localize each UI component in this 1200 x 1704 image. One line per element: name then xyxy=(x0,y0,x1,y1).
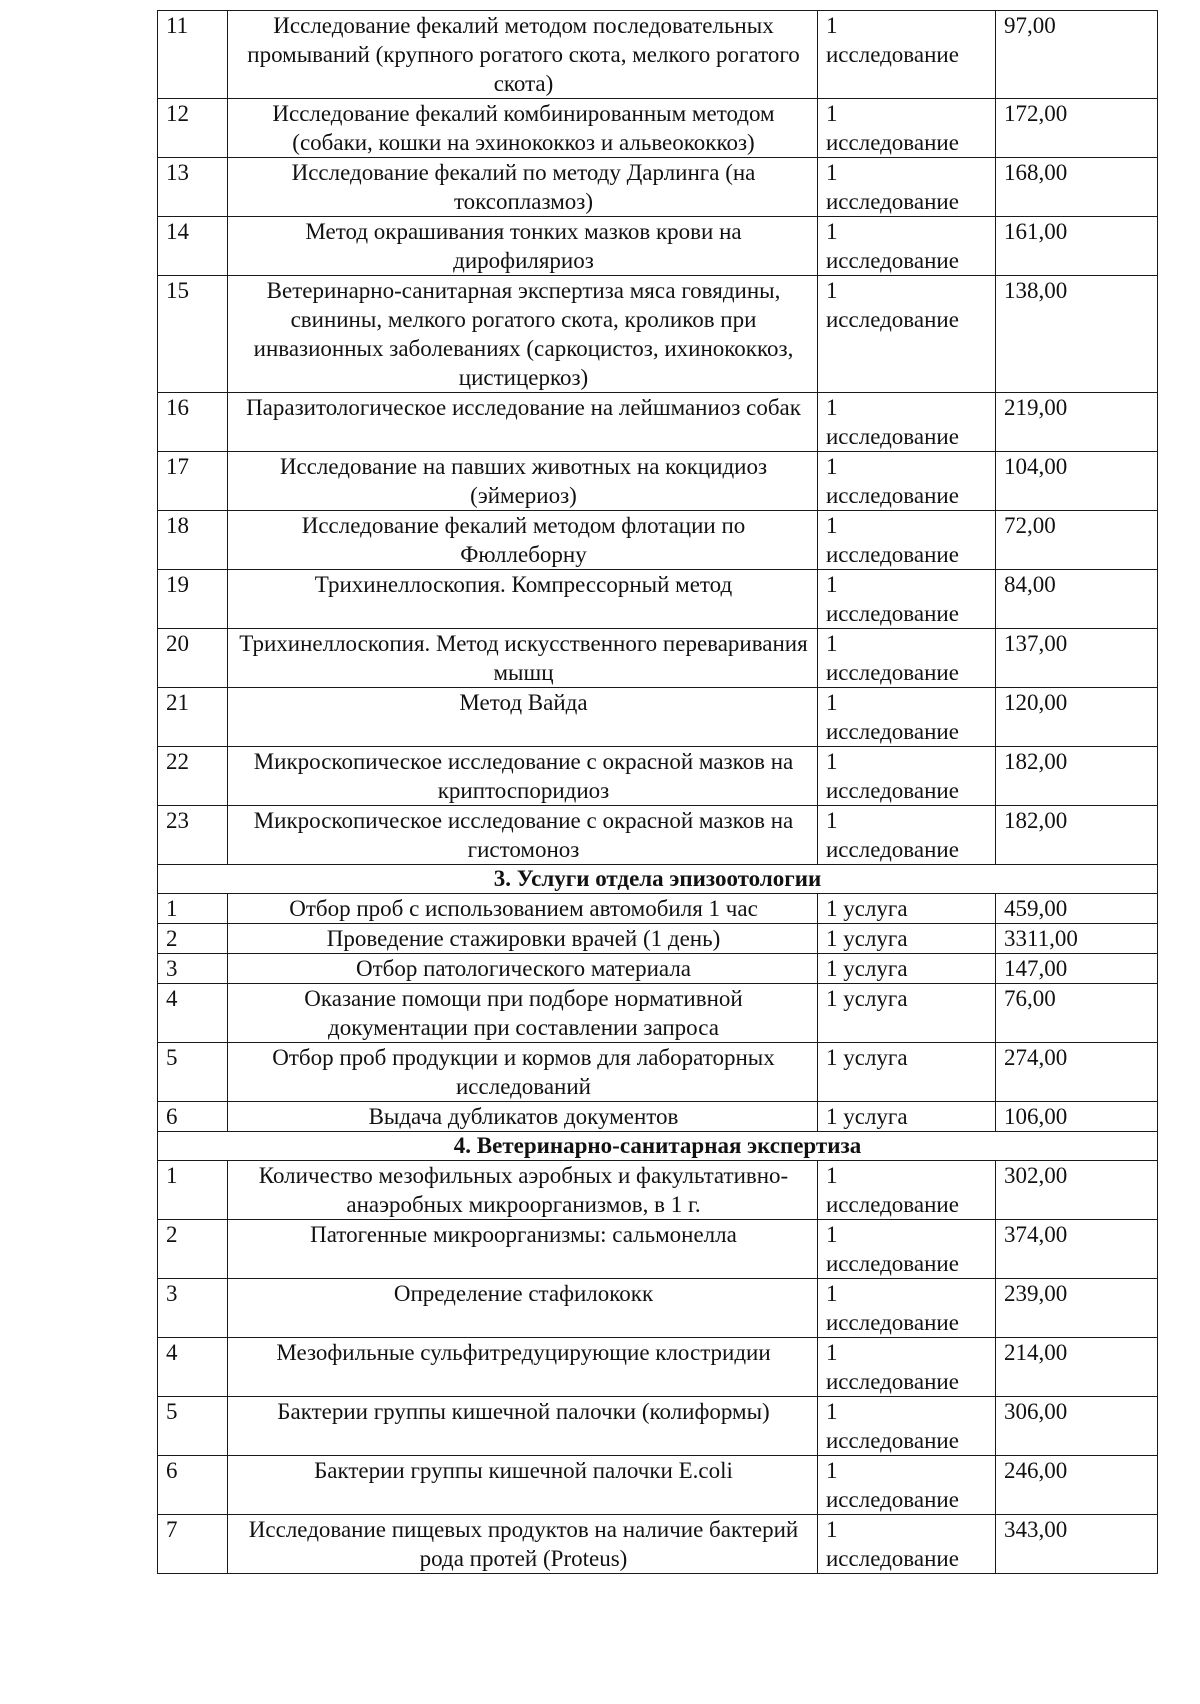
unit-quantity: 1 xyxy=(826,1517,838,1542)
row-number: 2 xyxy=(158,924,228,954)
unit-quantity: 1 xyxy=(826,101,838,126)
unit-label: исследование xyxy=(826,1487,959,1512)
price-value: 459,00 xyxy=(996,894,1158,924)
unit-cell: 1 услуга xyxy=(818,894,996,924)
row-number: 12 xyxy=(158,99,228,158)
section-header-epizootology xyxy=(158,865,1158,894)
price-value: 120,00 xyxy=(996,688,1158,747)
unit-quantity: 1 xyxy=(826,1458,838,1483)
service-name: Исследование на павших животных на кокцидиоз (эймериоз) xyxy=(228,452,818,511)
unit-quantity: 1 xyxy=(826,1222,838,1247)
row-number: 1 xyxy=(158,894,228,924)
unit-label: исследование xyxy=(826,1546,959,1571)
unit-label: исследование xyxy=(826,424,959,449)
service-name: Выдача дубликатов документов xyxy=(228,1102,818,1132)
row-number: 20 xyxy=(158,629,228,688)
row-number: 17 xyxy=(158,452,228,511)
unit-quantity: 1 xyxy=(826,690,838,715)
unit-label: исследование xyxy=(826,542,959,567)
unit-cell: 1 услуга xyxy=(818,954,996,984)
unit-cell xyxy=(818,570,996,629)
row-number: 4 xyxy=(158,984,228,1043)
unit-label: исследование xyxy=(826,778,959,803)
table-row xyxy=(158,11,1158,99)
unit-label: исследование xyxy=(826,1192,959,1217)
unit-quantity: 1 xyxy=(826,454,838,479)
price-value: 76,00 xyxy=(996,984,1158,1043)
table-row xyxy=(158,1043,1158,1102)
price-value: 168,00 xyxy=(996,158,1158,217)
price-value: 182,00 xyxy=(996,747,1158,806)
row-number: 15 xyxy=(158,276,228,393)
unit-label: исследование xyxy=(826,130,959,155)
service-name: Ветеринарно-санитарная экспертиза мяса говядины, свинины, мелкого рогатого скота, кроликов при инвазионных заболеваниях (саркоцистоз, ихинококкоз, цистицеркоз) xyxy=(228,276,818,393)
unit-quantity: 1 xyxy=(826,1399,838,1424)
service-name: Патогенные микроорганизмы: сальмонелла xyxy=(228,1220,818,1279)
row-number: 16 xyxy=(158,393,228,452)
section-title: 3. Услуги отдела эпизоотологии xyxy=(158,865,1158,894)
unit-label: исследование xyxy=(826,1310,959,1335)
unit-label: исследование xyxy=(826,248,959,273)
table-row xyxy=(158,806,1158,865)
unit-cell xyxy=(818,511,996,570)
unit-cell xyxy=(818,276,996,393)
table-row xyxy=(158,1456,1158,1515)
price-value: 137,00 xyxy=(996,629,1158,688)
table-row xyxy=(158,984,1158,1043)
price-value: 147,00 xyxy=(996,954,1158,984)
unit-quantity: 1 xyxy=(826,749,838,774)
unit-label: исследование xyxy=(826,483,959,508)
row-number: 22 xyxy=(158,747,228,806)
row-number: 2 xyxy=(158,1220,228,1279)
price-value: 239,00 xyxy=(996,1279,1158,1338)
unit-cell xyxy=(818,1220,996,1279)
table-row xyxy=(158,954,1158,984)
service-name: Мезофильные сульфитредуцирующие клостридии xyxy=(228,1338,818,1397)
table-row xyxy=(158,158,1158,217)
service-name: Исследование фекалий по методу Дарлинга (на токсоплазмоз) xyxy=(228,158,818,217)
row-number: 13 xyxy=(158,158,228,217)
service-name: Бактерии группы кишечной палочки (колиформы) xyxy=(228,1397,818,1456)
row-number: 4 xyxy=(158,1338,228,1397)
row-number: 3 xyxy=(158,1279,228,1338)
service-name: Исследование пищевых продуктов на наличие бактерий рода протей (Proteus) xyxy=(228,1515,818,1574)
unit-quantity: 1 xyxy=(826,572,838,597)
price-value: 84,00 xyxy=(996,570,1158,629)
unit-cell: 1 услуга xyxy=(818,984,996,1043)
row-number: 3 xyxy=(158,954,228,984)
table-row xyxy=(158,629,1158,688)
table-row xyxy=(158,217,1158,276)
unit-label: исследование xyxy=(826,1369,959,1394)
service-name: Исследование фекалий методом последовательных промываний (крупного рогатого скота, мелкого рогатого скота) xyxy=(228,11,818,99)
row-number: 21 xyxy=(158,688,228,747)
row-number: 14 xyxy=(158,217,228,276)
unit-cell xyxy=(818,393,996,452)
row-number: 6 xyxy=(158,1102,228,1132)
price-value: 72,00 xyxy=(996,511,1158,570)
table-row xyxy=(158,1161,1158,1220)
section-title: 4. Ветеринарно-санитарная экспертиза xyxy=(158,1132,1158,1161)
price-value: 104,00 xyxy=(996,452,1158,511)
price-value: 106,00 xyxy=(996,1102,1158,1132)
service-name: Паразитологическое исследование на лейшманиоз собак xyxy=(228,393,818,452)
price-value: 374,00 xyxy=(996,1220,1158,1279)
table-row xyxy=(158,894,1158,924)
table-row xyxy=(158,570,1158,629)
unit-cell xyxy=(818,1397,996,1456)
row-number: 7 xyxy=(158,1515,228,1574)
service-name: Отбор патологического материала xyxy=(228,954,818,984)
row-number: 1 xyxy=(158,1161,228,1220)
price-value: 97,00 xyxy=(996,11,1158,99)
table-row xyxy=(158,452,1158,511)
unit-cell xyxy=(818,99,996,158)
service-name: Оказание помощи при подборе нормативной документации при составлении запроса xyxy=(228,984,818,1043)
unit-cell xyxy=(818,217,996,276)
table-row xyxy=(158,1102,1158,1132)
service-name: Метод Вайда xyxy=(228,688,818,747)
table-row xyxy=(158,1338,1158,1397)
service-name: Определение стафилококк xyxy=(228,1279,818,1338)
unit-label: исследование xyxy=(826,601,959,626)
table-row xyxy=(158,276,1158,393)
unit-label: исследование xyxy=(826,307,959,332)
unit-cell xyxy=(818,1279,996,1338)
price-value: 246,00 xyxy=(996,1456,1158,1515)
table-row xyxy=(158,747,1158,806)
section-header-vet-sanitary xyxy=(158,1132,1158,1161)
unit-label: исследование xyxy=(826,42,959,67)
table-row xyxy=(158,1515,1158,1574)
price-value: 302,00 xyxy=(996,1161,1158,1220)
row-number: 18 xyxy=(158,511,228,570)
unit-quantity: 1 xyxy=(826,808,838,833)
row-number: 23 xyxy=(158,806,228,865)
price-value: 3311,00 xyxy=(996,924,1158,954)
unit-cell: 1 услуга xyxy=(818,1102,996,1132)
table-row xyxy=(158,688,1158,747)
price-value: 138,00 xyxy=(996,276,1158,393)
unit-label: исследование xyxy=(826,660,959,685)
unit-cell xyxy=(818,1338,996,1397)
service-name: Трихинеллоскопия. Компрессорный метод xyxy=(228,570,818,629)
unit-cell xyxy=(818,629,996,688)
service-name: Исследование фекалий комбинированным методом (собаки, кошки на эхинококкоз и альвеококкоз) xyxy=(228,99,818,158)
service-name: Количество мезофильных аэробных и факультативно-анаэробных микроорганизмов, в 1 г. xyxy=(228,1161,818,1220)
row-number: 6 xyxy=(158,1456,228,1515)
unit-cell xyxy=(818,747,996,806)
service-name: Отбор проб продукции и кормов для лабораторных исследований xyxy=(228,1043,818,1102)
price-value: 274,00 xyxy=(996,1043,1158,1102)
unit-label: исследование xyxy=(826,837,959,862)
price-value: 214,00 xyxy=(996,1338,1158,1397)
unit-quantity: 1 xyxy=(826,278,838,303)
unit-quantity: 1 xyxy=(826,1281,838,1306)
price-table xyxy=(157,10,1158,1574)
unit-cell: 1 услуга xyxy=(818,924,996,954)
unit-quantity: 1 xyxy=(826,13,838,38)
table-row xyxy=(158,924,1158,954)
unit-cell xyxy=(818,1161,996,1220)
unit-label: исследование xyxy=(826,719,959,744)
row-number: 5 xyxy=(158,1043,228,1102)
table-row xyxy=(158,99,1158,158)
unit-quantity: 1 xyxy=(826,395,838,420)
unit-quantity: 1 xyxy=(826,219,838,244)
unit-quantity: 1 xyxy=(826,1163,838,1188)
unit-label: исследование xyxy=(826,1428,959,1453)
unit-label: исследование xyxy=(826,189,959,214)
service-name: Исследование фекалий методом флотации по Фюллеборну xyxy=(228,511,818,570)
unit-cell xyxy=(818,1515,996,1574)
unit-cell xyxy=(818,1456,996,1515)
price-table-body xyxy=(158,11,1158,1574)
price-value: 172,00 xyxy=(996,99,1158,158)
price-value: 219,00 xyxy=(996,393,1158,452)
price-value: 306,00 xyxy=(996,1397,1158,1456)
service-name: Микроскопическое исследование с окрасной мазков на гистомоноз xyxy=(228,806,818,865)
unit-cell xyxy=(818,158,996,217)
unit-quantity: 1 xyxy=(826,513,838,538)
unit-label: исследование xyxy=(826,1251,959,1276)
service-name: Проведение стажировки врачей (1 день) xyxy=(228,924,818,954)
table-row xyxy=(158,1220,1158,1279)
unit-cell xyxy=(818,688,996,747)
price-value: 161,00 xyxy=(996,217,1158,276)
row-number: 5 xyxy=(158,1397,228,1456)
service-name: Бактерии группы кишечной палочки E.coli xyxy=(228,1456,818,1515)
service-name: Отбор проб с использованием автомобиля 1 час xyxy=(228,894,818,924)
table-row xyxy=(158,511,1158,570)
price-value: 182,00 xyxy=(996,806,1158,865)
unit-quantity: 1 xyxy=(826,631,838,656)
table-row xyxy=(158,1397,1158,1456)
unit-cell: 1 услуга xyxy=(818,1043,996,1102)
unit-cell xyxy=(818,11,996,99)
table-row xyxy=(158,393,1158,452)
row-number: 19 xyxy=(158,570,228,629)
unit-quantity: 1 xyxy=(826,1340,838,1365)
table-row xyxy=(158,1279,1158,1338)
unit-cell xyxy=(818,452,996,511)
service-name: Метод окрашивания тонких мазков крови на дирофиляриоз xyxy=(228,217,818,276)
unit-quantity: 1 xyxy=(826,160,838,185)
service-name: Микроскопическое исследование с окрасной мазков на криптоспоридиоз xyxy=(228,747,818,806)
price-value: 343,00 xyxy=(996,1515,1158,1574)
row-number: 11 xyxy=(158,11,228,99)
service-name: Трихинеллоскопия. Метод искусственного переваривания мышц xyxy=(228,629,818,688)
unit-cell xyxy=(818,806,996,865)
